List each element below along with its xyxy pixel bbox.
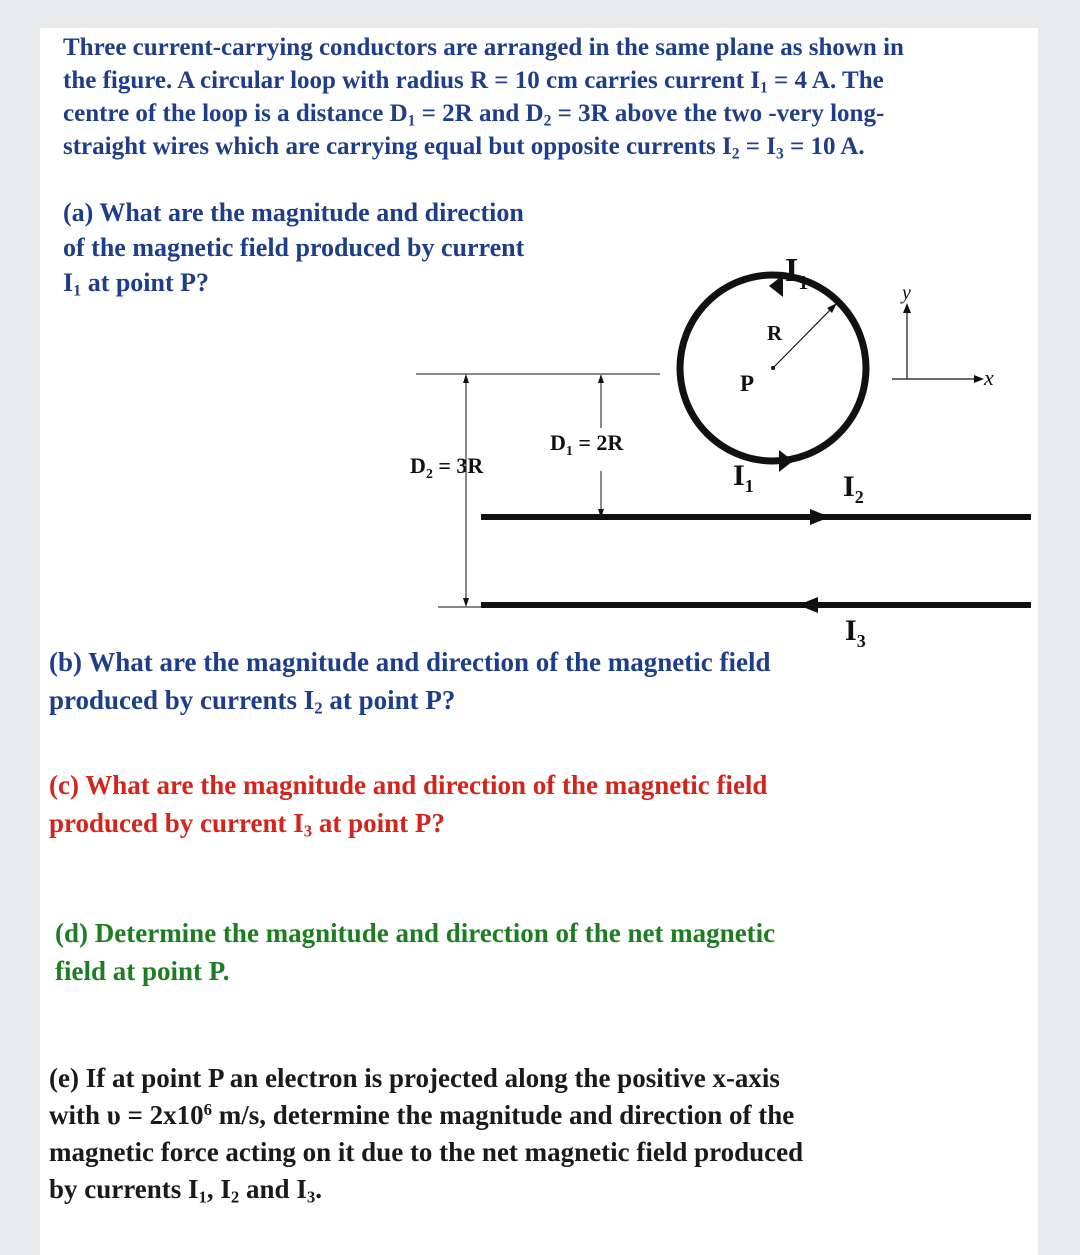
question-d-line-1: (d) Determine the magnitude and direction of the net magnetic [55,918,776,948]
problem-page [40,28,1038,1255]
question-d [55,914,775,990]
question-c-line-2: produced by current $I_3$ at point P? [49,808,445,841]
question-e-line-1: (e) If at point P an electron is projected along the positive x-axis [49,1063,780,1093]
label-p: P [740,371,755,396]
point-p-dot [771,366,775,370]
question-a-line-3: $I_1$ at point P? [63,268,210,300]
label-x: x [984,365,994,390]
intro-line-3: centre of the loop is a distance $D_1 = 2R$ and $D_2 = 3R$ above the two -very long- [63,100,885,130]
label-i1-bottom: $I_1$ [733,459,754,496]
intro-line-2: the figure. A circular loop with radius R = 10 cm carries current $I_1 = 4$ A. The [63,67,884,97]
d2-arrow-up [463,374,469,383]
question-e-line-2: with $\upsilon = 2x10^6$ m/s, determine the magnitude and direction of the [49,1099,795,1130]
wire-i3-arrow [798,597,818,613]
intro-line-1: Three current-carrying conductors are arranged in the same plane as shown in [63,34,904,61]
conductor-figure [40,28,1038,651]
label-i1-top: $I_1$ [785,252,809,294]
label-d2: $D_2 = 3R$ [410,453,484,482]
loop-arrow-bottom [779,450,793,472]
question-c [49,766,767,842]
question-b-line-1: (b) What are the magnitude and direction of the magnetic field [49,647,771,677]
question-b [49,643,770,719]
label-d1: $D_1 = 2R$ [550,430,624,459]
question-d-line-2: field at point P. [55,956,230,986]
question-b-line-2: produced by currents $I_2$ at point P? [49,685,456,718]
label-i3: $I_3$ [845,614,866,651]
question-e-line-3: magnetic force acting on it due to the net magnetic field produced [49,1137,804,1167]
d1-arrow-up [598,374,604,383]
label-i2: $I_2$ [843,470,864,507]
intro-line-4: straight wires which are carrying equal but opposite currents $I_2 = I_3 = 10$ A. [63,133,865,163]
question-a-line-1: (a) What are the magnitude and direction [63,198,524,227]
label-r: R [767,321,783,345]
x-axis-arrowhead [974,375,984,383]
y-axis-arrowhead [903,303,911,313]
question-a-line-2: of the magnetic field produced by current [63,233,525,262]
wire-i2-arrow [810,509,830,525]
question-c-line-1: (c) What are the magnitude and direction of the magnetic field [49,770,768,800]
d2-arrow-down [463,598,469,607]
question-e [49,1060,803,1208]
label-y: y [902,282,911,304]
question-e-line-4: by currents $I_1$, $I_2$ and $I_3$. [49,1174,322,1207]
